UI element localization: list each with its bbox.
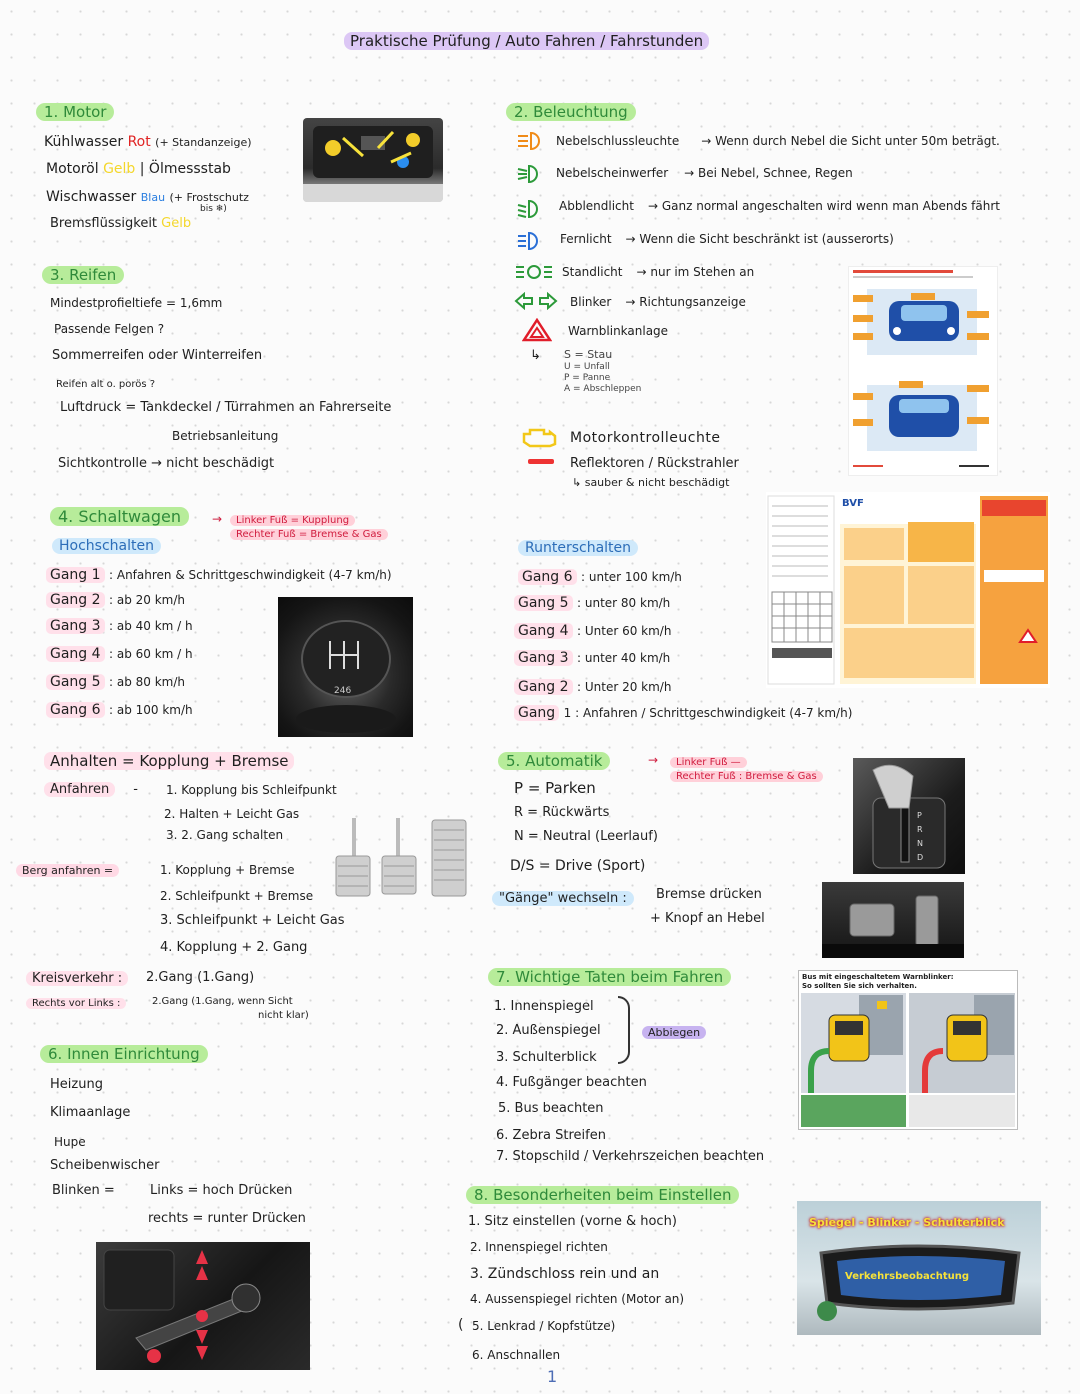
berg-step: 4. Kopplung + 2. Gang — [160, 940, 308, 955]
kreisverkehr-label: Kreisverkehr : — [26, 971, 128, 986]
ssup-item: A = Abschleppen — [564, 384, 642, 394]
brace-bracket — [618, 996, 630, 1064]
svg-text:R: R — [917, 825, 923, 834]
red-arrow: → — [648, 753, 659, 767]
fuss-note-links: Linker Fuß — — [670, 757, 747, 768]
fog-front-light-icon — [516, 163, 542, 185]
einstellen-item: 4. Aussenspiegel richten (Motor an) — [470, 1292, 685, 1306]
einstellen-item: 2. Innenspiegel richten — [470, 1240, 608, 1254]
red-arrow: → — [212, 512, 223, 526]
gang-label: Gang 2 — [514, 679, 573, 695]
low-beam-icon — [516, 198, 542, 220]
gang-label: Gang 4 — [46, 646, 105, 662]
taten-item: 2. Außenspiegel — [496, 1023, 601, 1038]
gang-value: : ab 40 km / h — [109, 619, 193, 633]
warnblinkanlage-label: Warnblinkanlage — [568, 324, 669, 338]
mirror-inner-text: Verkehrsbeobachtung — [845, 1271, 970, 1282]
anfahren-step: 3. 2. Gang schalten — [166, 828, 284, 842]
gang-label: Gang 2 — [46, 592, 105, 608]
gang-value: : ab 20 km/h — [109, 593, 186, 607]
label: Nebelscheinwerfer — [556, 166, 669, 180]
desc: → Ganz normal angeschalten wird wenn man Abends fährt — [647, 199, 1000, 213]
berg-step: 1. Kopplung + Bremse — [160, 863, 295, 877]
rechts-vor-links-value: 2.Gang (1.Gang, wenn Sicht — [152, 996, 293, 1007]
taten-item: 6. Zebra Streifen — [496, 1128, 606, 1143]
beleuchtung-row — [559, 197, 1000, 215]
gang-row — [514, 594, 670, 612]
form-brand-logo: BVF — [842, 498, 864, 509]
anfahren-label: Anfahren — [44, 782, 115, 797]
gang-value: : ab 100 km/h — [109, 703, 193, 717]
motor-kuehlwasser — [44, 133, 252, 151]
gaenge-wechseln-step: Bremse drücken — [656, 887, 762, 902]
gang-label: Gang 5 — [46, 674, 105, 690]
gang-row — [514, 704, 852, 722]
berg-anfahren-label: Berg anfahren = — [16, 864, 119, 877]
fog-rear-light-icon — [516, 130, 542, 152]
anhalten-rule: Anhalten = Kopplung + Bremse — [44, 752, 294, 770]
label: Motoröl — [46, 161, 99, 177]
gang-label: Gang 6 — [518, 569, 577, 585]
reifen-profil: Mindestprofieltiefe = 1,6mm — [50, 296, 223, 310]
checklist-form-image — [766, 492, 1050, 688]
rechts-vor-links-value-2: nicht klar) — [258, 1010, 309, 1021]
automatic-shifter-photo — [853, 758, 965, 874]
gang-row — [514, 649, 670, 667]
color-blue: Blau — [140, 191, 166, 204]
gang-row — [514, 622, 671, 640]
taten-item: 5. Bus beachten — [498, 1101, 604, 1116]
motorkontrolleuchte-label: Motorkontrolleuchte — [570, 430, 721, 446]
gaenge-wechseln-step: + Knopf an Hebel — [650, 911, 765, 926]
page-number: 1 — [547, 1367, 558, 1386]
svg-text:P: P — [917, 811, 922, 820]
runterschalten-heading: Runterschalten — [518, 540, 638, 556]
automatik-r: R = Rückwärts — [514, 805, 610, 820]
frost-note: bis ❄) — [200, 204, 227, 214]
label: Standlicht — [562, 265, 623, 279]
section-heading-innen: 6. Innen Einrichtung — [40, 1045, 208, 1063]
gaenge-wechseln-label: "Gänge" wechseln : — [492, 891, 634, 906]
section-heading-reifen: 3. Reifen — [42, 266, 124, 284]
anfahren-step: 1. Kopplung bis Schleifpunkt — [166, 783, 337, 797]
gang-value: : unter 80 km/h — [577, 596, 671, 610]
beleuchtung-row — [556, 164, 853, 182]
color-red: Rot — [127, 134, 151, 150]
berg-step: 3. Schleifpunkt + Leicht Gas — [160, 913, 345, 928]
high-beam-icon — [516, 230, 542, 252]
gang-row — [46, 645, 193, 663]
ssup-item: P = Panne — [564, 373, 611, 383]
hochschalten-heading: Hochschalten — [52, 538, 161, 554]
automatic-pedals-photo — [822, 882, 964, 958]
gang-value: : unter 100 km/h — [581, 570, 682, 584]
abbiegen-label: Abbiegen — [642, 1026, 706, 1039]
gang-row — [46, 617, 193, 635]
gang-row — [46, 591, 185, 609]
desc: → Richtungsanzeige — [625, 295, 746, 309]
taten-item: 4. Fußgänger beachten — [496, 1075, 647, 1090]
section-heading-beleuchtung: 2. Beleuchtung — [506, 103, 636, 121]
gear-knob-photo — [278, 597, 413, 737]
rear-mirror-image — [797, 1201, 1041, 1335]
reifen-alter: Reifen alt o. porös ? — [56, 379, 156, 390]
einstellen-item: 1. Sitz einstellen (vorne & hoch) — [468, 1214, 677, 1229]
motor-motoroel — [46, 160, 231, 178]
beleuchtung-row — [560, 230, 894, 248]
reifen-sichtkontrolle: Sichtkontrolle → nicht beschädigt — [58, 456, 275, 471]
taten-item: 7. Stopschild / Verkehrszeichen beachten — [496, 1149, 765, 1164]
turn-signal-stalk-photo — [96, 1242, 310, 1370]
automatik-p: P = Parken — [514, 779, 596, 797]
innen-item: Heizung — [50, 1077, 103, 1092]
section-heading-einstellen: 8. Besonderheiten beim Einstellen — [466, 1186, 739, 1204]
section-heading-taten: 7. Wichtige Taten beim Fahren — [488, 968, 731, 986]
taten-item: 3. Schulterblick — [496, 1050, 597, 1065]
color-yellow: Gelb — [103, 161, 136, 177]
reifen-luftdruck: Luftdruck = Tankdeckel / Türrahmen an Fahrerseite — [60, 400, 392, 415]
note: (+ Frostschutz — [169, 191, 249, 204]
desc: → Wenn die Sicht beschränkt ist (ausserorts) — [625, 232, 894, 246]
blinken-links: Links = hoch Drücken — [150, 1183, 293, 1198]
reflektoren-note: ↳ sauber & nicht beschädigt — [572, 476, 730, 489]
gang-value: 1 : Anfahren / Schrittgeschwindigkeit (4-7 km/h) — [563, 706, 853, 720]
fuss-note-rechts: Rechter Fuß : Bremse & Gas — [670, 771, 823, 782]
gang-value: : Unter 20 km/h — [577, 680, 672, 694]
label: Wischwasser — [46, 189, 137, 205]
gang-row — [514, 678, 671, 696]
ssup-list — [564, 348, 641, 395]
desc: → Wenn durch Nebel die Sicht unter 50m beträgt. — [701, 134, 1000, 148]
einstellen-item: 6. Anschnallen — [472, 1348, 561, 1362]
automatik-n: N = Neutral (Leerlauf) — [514, 829, 658, 844]
pedals-icon — [332, 816, 472, 900]
label: Fernlicht — [560, 232, 612, 246]
svg-text:D: D — [917, 853, 924, 862]
reifen-felgen: Passende Felgen ? — [54, 322, 165, 336]
blinken-rechts: rechts = runter Drücken — [148, 1211, 306, 1226]
note: | Ölmessstab — [139, 161, 231, 177]
color-yellow: Gelb — [161, 216, 192, 231]
label: Kühlwasser — [44, 134, 124, 150]
innen-item: Hupe — [54, 1135, 86, 1149]
gang-label: Gang 3 — [46, 618, 105, 634]
gang-value: : ab 80 km/h — [109, 675, 186, 689]
turn-signal-icon — [514, 292, 558, 310]
svg-text:246: 246 — [334, 686, 352, 696]
innen-item: Scheibenwischer — [50, 1158, 160, 1173]
label: Nebelschlussleuchte — [556, 134, 680, 148]
label: Abblendlicht — [559, 199, 634, 213]
automatik-d: D/S = Drive (Sport) — [510, 858, 646, 874]
ssup-item: U = Unfall — [564, 362, 610, 372]
einstellen-paren: ( — [458, 1317, 464, 1333]
rechts-vor-links-label: Rechts vor Links : — [26, 998, 126, 1009]
gang-value: : ab 60 km / h — [109, 647, 193, 661]
gang-label: Gang 3 — [514, 650, 573, 666]
reifen-saison: Sommerreifen oder Winterreifen — [52, 348, 263, 363]
gang-row — [46, 673, 185, 691]
desc: → Bei Nebel, Schnee, Regen — [684, 166, 853, 180]
bus-caption: So sollten Sie sich verhalten. — [802, 982, 917, 990]
gang-label: Gang 1 — [46, 567, 105, 583]
bus-caption: Bus mit eingeschaltetem Warnblinker: — [802, 973, 954, 981]
page-title: Praktische Prüfung / Auto Fahren / Fahrstunden — [344, 32, 709, 50]
label: Bremsflüssigkeit — [50, 216, 158, 231]
gang-label: Gang — [514, 705, 559, 721]
beleuchtung-row — [556, 132, 1000, 150]
berg-step: 2. Schleifpunkt + Bremse — [160, 889, 314, 903]
note: (+ Standanzeige) — [155, 136, 252, 149]
motor-bremsfluessigkeit — [50, 215, 191, 233]
hazard-warning-icon — [522, 318, 552, 342]
reifen-betriebsanleitung: Betriebsanleitung — [172, 429, 279, 443]
gang-label: Gang 5 — [514, 595, 573, 611]
beleuchtung-row — [562, 263, 754, 281]
blinken-label: Blinken = — [52, 1183, 115, 1198]
gang-row — [46, 701, 193, 719]
gang-row — [46, 566, 392, 584]
car-lights-infographic — [848, 266, 998, 476]
ssup-item: S = Stau — [564, 348, 613, 361]
gang-label: Gang 4 — [514, 623, 573, 639]
mirror-banner: Spiegel - Blinker - Schulterblick — [809, 1216, 1005, 1229]
gang-label: Gang 6 — [46, 702, 105, 718]
section-heading-schaltwagen: 4. Schaltwagen — [50, 507, 189, 526]
section-heading-motor: 1. Motor — [36, 103, 114, 121]
reflektoren-label: Reflektoren / Rückstrahler — [570, 456, 739, 471]
sub-arrow-icon: ↳ — [530, 348, 541, 363]
gang-value: : Unter 60 km/h — [577, 624, 672, 638]
bus-warning-image — [798, 970, 1018, 1130]
engine-warning-icon — [520, 426, 558, 450]
section-heading-automatik: 5. Automatik — [498, 752, 610, 770]
anfahren-step: 2. Halten + Leicht Gas — [164, 807, 300, 821]
einstellen-item: 5. Lenkrad / Kopfstütze) — [472, 1319, 616, 1333]
beleuchtung-row — [570, 293, 746, 311]
engine-photo — [303, 118, 443, 202]
gang-row — [518, 568, 682, 586]
gang-value: : Anfahren & Schrittgeschwindigkeit (4-7 km/h) — [109, 568, 392, 582]
gang-value: : unter 40 km/h — [577, 651, 671, 665]
einstellen-item: 3. Zündschloss rein und an — [470, 1266, 660, 1282]
innen-item: Klimaanlage — [50, 1105, 131, 1120]
desc: → nur im Stehen an — [636, 265, 755, 279]
taten-item: 1. Innenspiegel — [494, 999, 594, 1014]
label: Blinker — [570, 295, 612, 309]
fuss-note-rechts: Rechter Fuß = Bremse & Gas — [230, 529, 388, 540]
kreisverkehr-value: 2.Gang (1.Gang) — [146, 970, 255, 985]
fuss-note-links: Linker Fuß = Kupplung — [230, 515, 355, 526]
parking-light-icon — [514, 262, 554, 282]
svg-text:N: N — [917, 839, 923, 848]
reflector-icon — [528, 459, 554, 464]
